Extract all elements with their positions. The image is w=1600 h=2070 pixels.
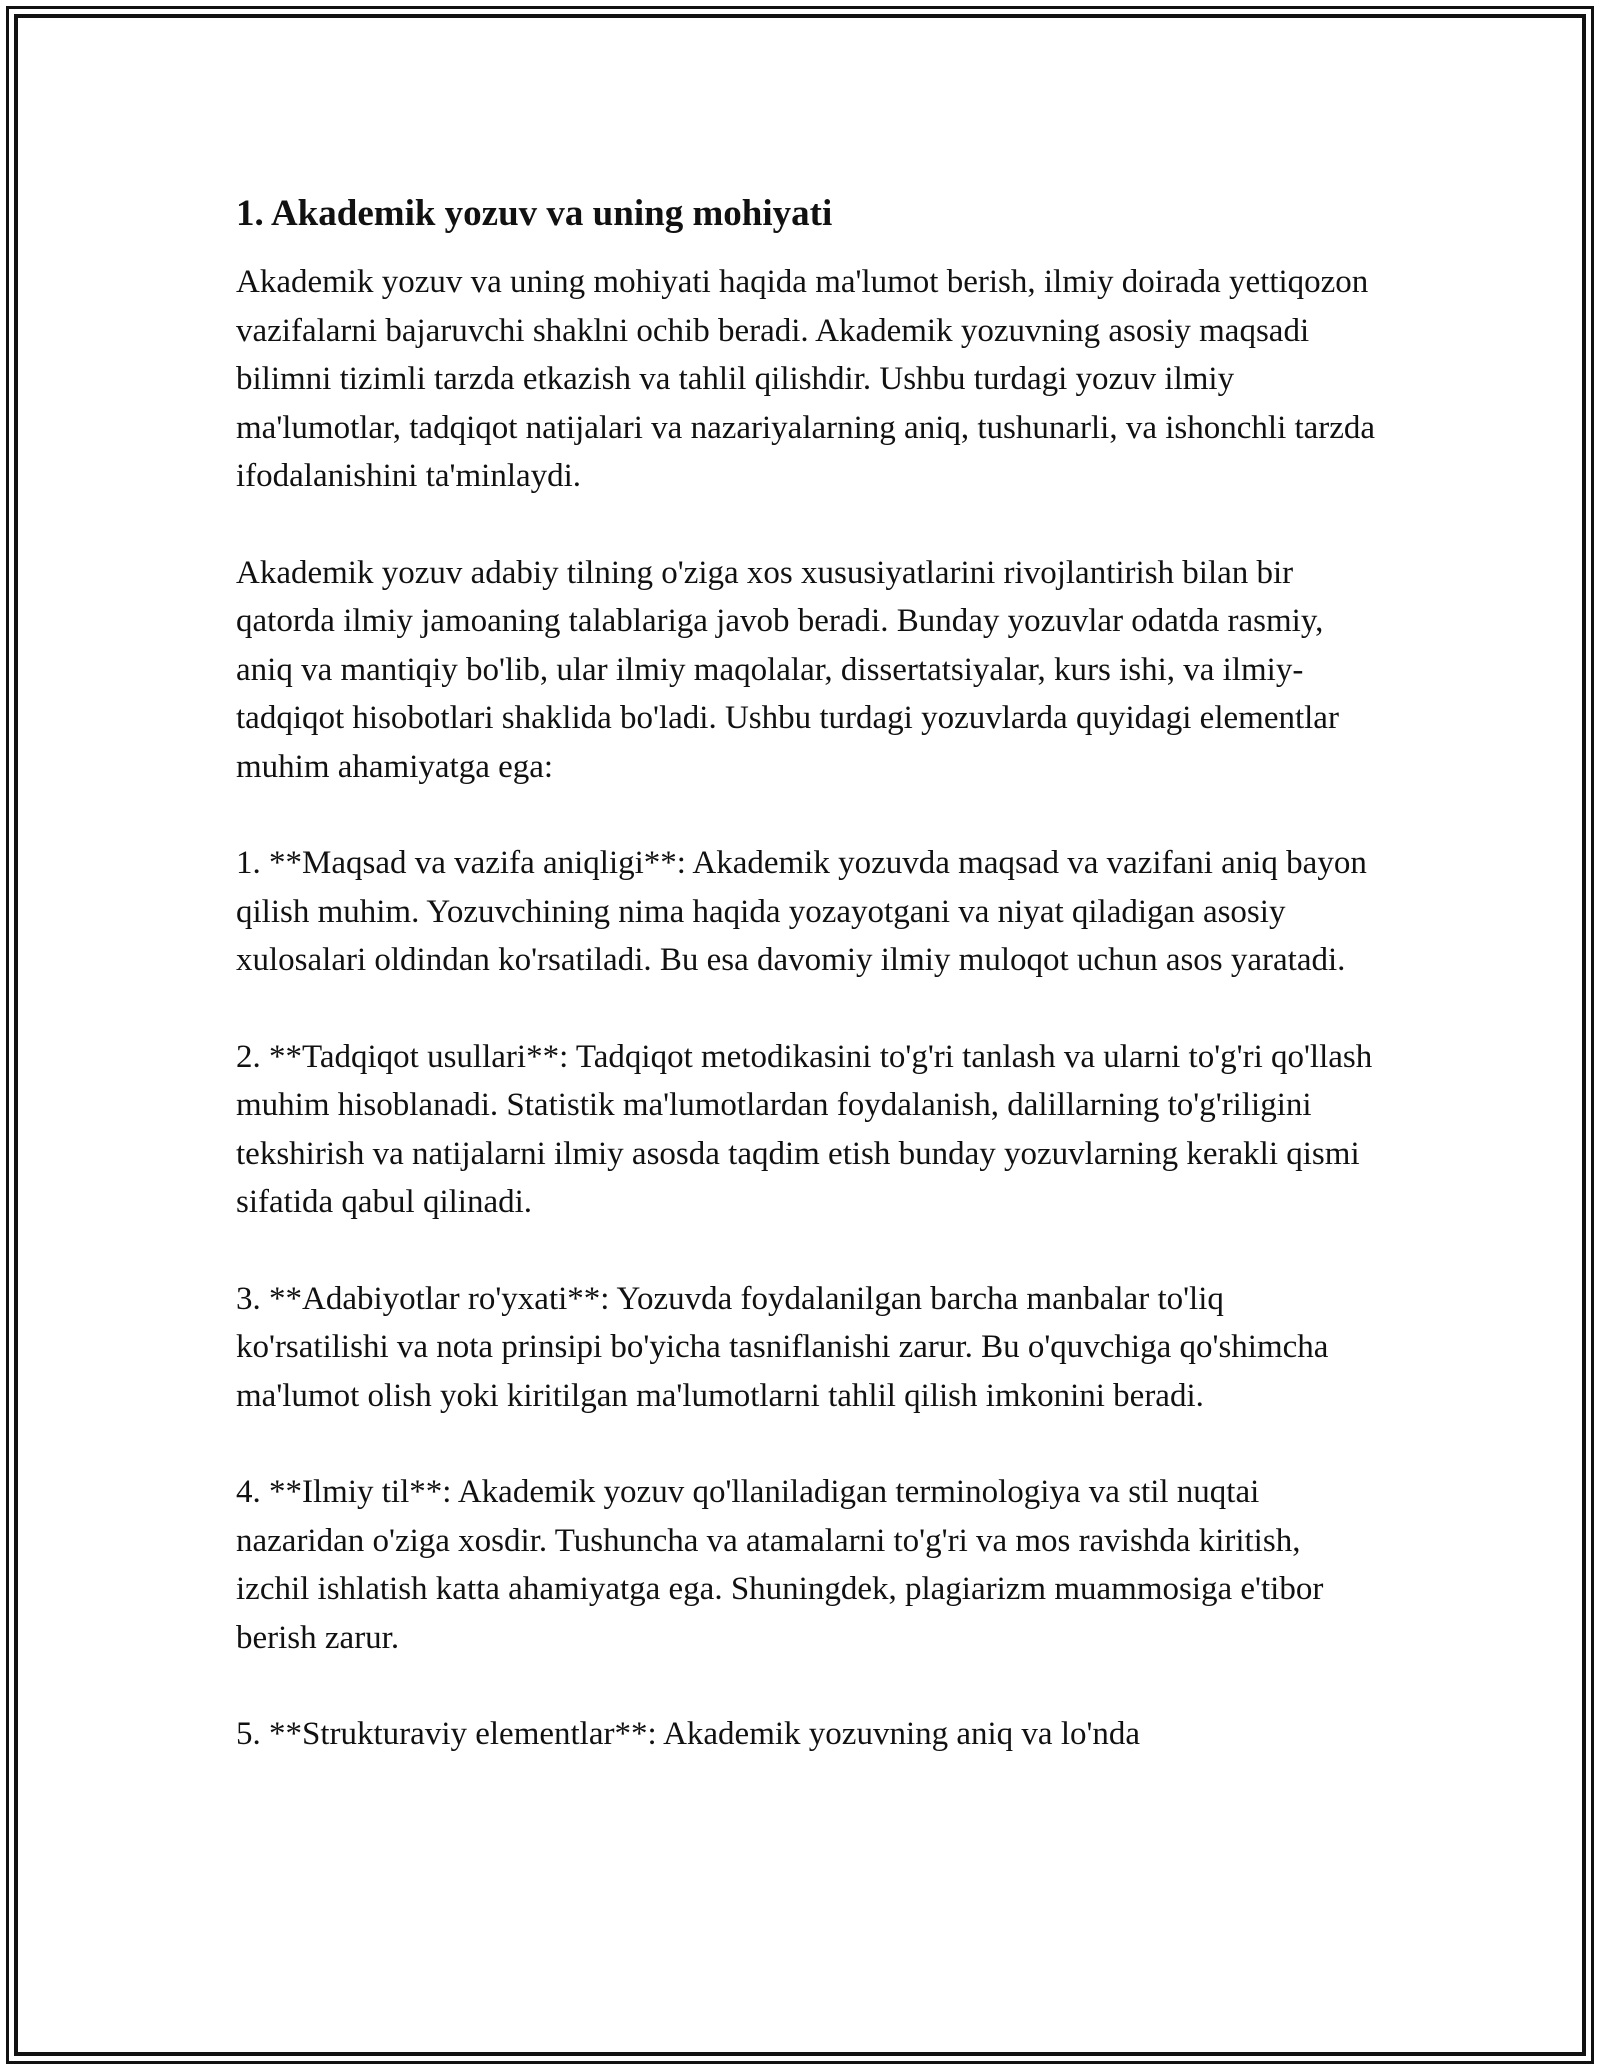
list-item-references: 3. **Adabiyotlar ro'yxati**: Yozuvda foydalanilgan barcha manbalar to'liq ko'rsatilishi va nota prinsipi bo'yicha tasniflanishi zarur. Bu o'quvchiga qo'shimcha ma'lumot olish yoki kiritilgan ma'lumotlarni tahlil qilish imkonini beradi. <box>236 1280 1337 1414</box>
paragraph-intro: Akademik yozuv va uning mohiyati haqida ma'lumot berish, ilmiy doirada yettiqozon vazifalarni bajaruvchi shaklni ochib beradi. Akademik yozuvning asosiy maqsadi bilimni tizimli tarzda etkazish va tahlil qilishdir. Ushbu turdagi yozuv ilmiy ma'lumotlar, tadqiqot natijalari va nazariyalarning aniq, tushunarli, va ishonchli tarzda ifodalanishini ta'minlaydi. <box>236 264 1384 494</box>
list-item-purpose: 1. **Maqsad va vazifa aniqligi**: Akademik yozuvda maqsad va vazifani aniq bayon qilish muhim. Yozuvchining nima haqida yozayotgani va niyat qiladigan asosiy xulosalari oldindan ko'rsatiladi. Bu esa davomiy ilmiy muloqot uchun asos yaratadi. <box>236 845 1376 978</box>
paragraph-academic-style: Akademik yozuv adabiy tilning o'ziga xos xususiyatlarini rivojlantirish bilan bir qatorda ilmiy jamoaning talablariga javob beradi. Bunday yozuvlar odatda rasmiy, aniq va mantiqiy bo'lib, ular ilmiy maqolalar, dissertatsiyalar, kurs ishi, va ilmiy-tadqiqot hisobotlari shaklida bo'ladi. Ushbu turdagi yozuvlarda quyidagi elementlar muhim ahamiyatga ega: <box>236 554 1348 785</box>
list-item-research-methods: 2. **Tadqiqot usullari**: Tadqiqot metodikasini to'g'ri tanlash va ularni to'g'ri qo'llash muhim hisoblanadi. Statistik ma'lumotlardan foydalanish, dalillarning to'g'riligini tekshirish va natijalarni ilmiy asosda taqdim etish bunday yozuvlarning kerakli qismi sifatida qabul qilinadi. <box>236 1038 1381 1220</box>
document-body <box>236 188 1384 1759</box>
section-heading: 1. Akademik yozuv va uning mohiyati <box>236 193 833 234</box>
list-item-structural-elements: 5. **Strukturaviy elementlar**: Akademik yozuvning aniq va lo'nda <box>236 1716 1141 1752</box>
list-item-scientific-language: 4. **Ilmiy til**: Akademik yozuv qo'llaniladigan terminologiya va stil nuqtai nazaridan o'ziga xosdir. Tushuncha va atamalarni to'g'ri va mos ravishda kiritish, izchil ishlatish katta ahamiyatga ega. Shuningdek, plagiarizm muammosiga e'tibor berish zarur. <box>236 1474 1332 1656</box>
